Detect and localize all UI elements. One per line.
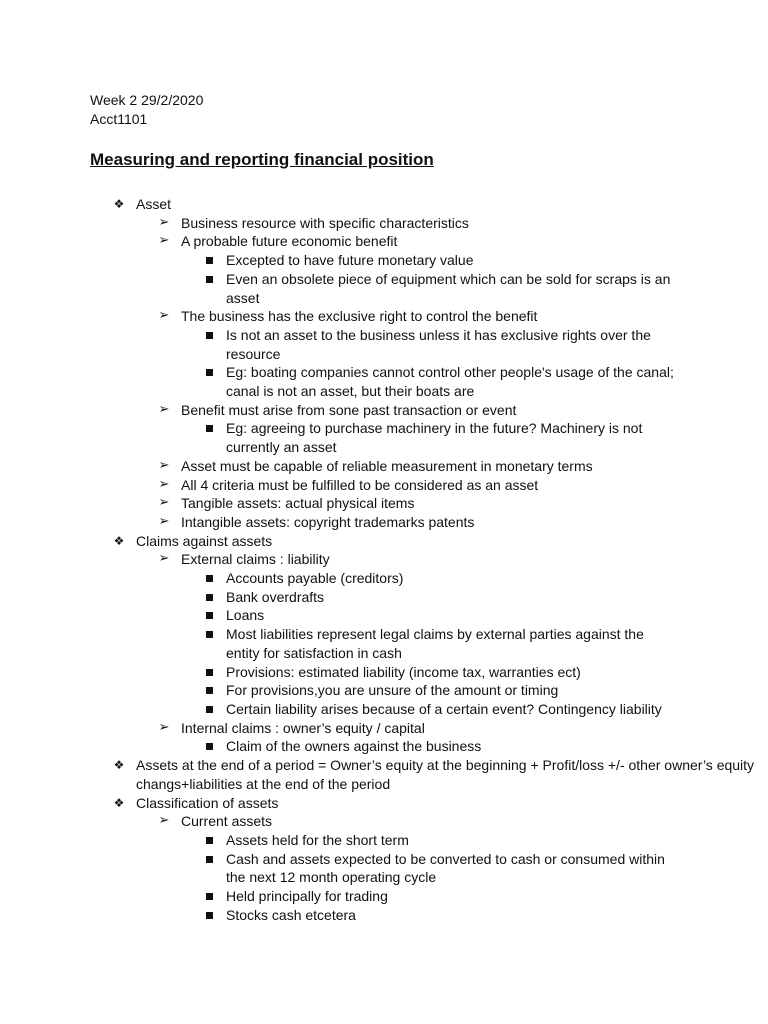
outline-item-level-3 — [0, 588, 676, 607]
arrow-bullet-icon: ➢ — [158, 214, 170, 230]
outline-item-text: Classification of assets — [136, 794, 279, 811]
diamond-bullet-icon: ❖ — [113, 533, 125, 548]
outline-item-level-2 — [0, 307, 768, 326]
outline-item-level-3 — [0, 850, 676, 887]
outline-item-text: Eg: boating companies cannot control other people's usage of the canal; canal is not an asset, but their boats are — [226, 364, 674, 400]
outline-item-text: Stocks cash etcetera — [226, 906, 356, 923]
outline-item-level-2 — [0, 513, 768, 532]
outline-item-text: Excepted to have future monetary value — [226, 252, 474, 269]
outline-item-text: Intangible assets: copyright trademarks patents — [181, 513, 475, 530]
arrow-bullet-icon: ➢ — [158, 308, 170, 324]
outline-item-text: Assets held for the short term — [226, 831, 409, 848]
outline-item-level-3 — [0, 326, 676, 363]
outline-item-level-2 — [0, 719, 768, 738]
notes-outline — [0, 195, 768, 924]
outline-item-text: Held principally for trading — [226, 888, 388, 905]
diamond-bullet-icon: ❖ — [113, 758, 125, 773]
outline-item-text: Claims against assets — [136, 532, 273, 549]
outline-item-level-2 — [0, 214, 768, 233]
outline-item-level-3 — [0, 363, 676, 400]
outline-item-level-2 — [0, 476, 768, 495]
arrow-bullet-icon: ➢ — [158, 813, 170, 829]
outline-item-level-1 — [0, 532, 768, 551]
arrow-bullet-icon: ➢ — [158, 551, 170, 567]
outline-item-text: The business has the exclusive right to control the benefit — [181, 308, 538, 325]
outline-item-level-3 — [0, 625, 676, 662]
outline-item-level-3 — [0, 681, 676, 700]
arrow-bullet-icon: ➢ — [158, 457, 170, 473]
arrow-bullet-icon: ➢ — [158, 233, 170, 249]
outline-item-text: A probable future economic benefit — [181, 233, 398, 250]
outline-item-level-2 — [0, 401, 768, 420]
outline-item-text: Accounts payable (creditors) — [226, 570, 404, 587]
outline-item-level-1 — [0, 794, 768, 813]
outline-item-text: Even an obsolete piece of equipment which can be sold for scraps is an asset — [226, 270, 671, 306]
outline-item-text: Most liabilities represent legal claims by external parties against the entity for satisfaction in cash — [226, 626, 644, 661]
arrow-bullet-icon: ➢ — [158, 495, 170, 511]
outline-item-text: Asset must be capable of reliable measurement in monetary terms — [181, 457, 593, 474]
square-bullet-icon — [202, 251, 216, 270]
square-bullet-icon — [202, 363, 216, 382]
square-bullet-icon — [202, 887, 216, 906]
outline-item-level-3 — [0, 906, 676, 925]
outline-item-text: Eg: agreeing to purchase machinery in the future? Machinery is not currently an asset — [226, 420, 643, 456]
outline-item-text: Assets at the end of a period = Owner’s equity at the beginning + Profit/loss +/- other owner’s equity changs+liabilities at the end of the period — [136, 757, 755, 792]
outline-item-level-3 — [0, 700, 676, 719]
course-code: Acct1101 — [90, 111, 148, 127]
outline-item-level-3 — [0, 887, 676, 906]
arrow-bullet-icon: ➢ — [158, 401, 170, 417]
outline-item-text: Is not an asset to the business unless it has exclusive rights over the resource — [226, 326, 651, 362]
square-bullet-icon — [202, 906, 216, 925]
square-bullet-icon — [202, 850, 216, 869]
outline-item-level-3 — [0, 831, 676, 850]
outline-item-text: Bank overdrafts — [226, 588, 325, 605]
outline-item-text: Cash and assets expected to be converted to cash or consumed within the next 12 month operating cycle — [226, 850, 665, 886]
outline-item-level-2 — [0, 812, 768, 831]
square-bullet-icon — [202, 588, 216, 607]
outline-item-text: All 4 criteria must be fulfilled to be considered as an asset — [181, 476, 539, 493]
square-bullet-icon — [202, 663, 216, 682]
outline-item-level-2 — [0, 494, 768, 513]
document-title: Measuring and reporting financial position — [90, 150, 434, 169]
outline-item-text: Tangible assets: actual physical items — [181, 495, 415, 512]
outline-item-text: Internal claims : owner’s equity / capital — [181, 719, 425, 736]
outline-item-level-1 — [0, 195, 768, 214]
outline-item-level-3 — [0, 606, 676, 625]
outline-item-text: Asset — [136, 196, 172, 212]
square-bullet-icon — [202, 270, 216, 289]
outline-item-text: Loans — [226, 607, 265, 624]
square-bullet-icon — [202, 737, 216, 756]
week-date-line: Week 2 29/2/2020 — [90, 92, 204, 108]
outline-item-text: External claims : liability — [181, 551, 330, 568]
outline-item-level-3 — [0, 737, 676, 756]
square-bullet-icon — [202, 606, 216, 625]
outline-item-level-3 — [0, 270, 676, 307]
square-bullet-icon — [202, 326, 216, 345]
outline-item-text: Business resource with specific characteristics — [181, 214, 469, 231]
arrow-bullet-icon: ➢ — [158, 476, 170, 492]
outline-item-level-1 — [0, 756, 768, 793]
square-bullet-icon — [202, 625, 216, 644]
arrow-bullet-icon: ➢ — [158, 513, 170, 529]
square-bullet-icon — [202, 569, 216, 588]
diamond-bullet-icon: ❖ — [113, 197, 125, 211]
outline-item-text: Claim of the owners against the business — [226, 738, 482, 755]
square-bullet-icon — [202, 681, 216, 700]
diamond-bullet-icon: ❖ — [113, 795, 125, 810]
document-header — [90, 91, 203, 129]
outline-item-text: For provisions,you are unsure of the amount or timing — [226, 682, 559, 699]
square-bullet-icon — [202, 419, 216, 438]
outline-item-text: Benefit must arise from sone past transaction or event — [181, 401, 517, 418]
square-bullet-icon — [202, 700, 216, 719]
outline-item-text: Current assets — [181, 813, 273, 830]
arrow-bullet-icon: ➢ — [158, 719, 170, 735]
outline-item-level-2 — [0, 550, 768, 569]
outline-item-text: Certain liability arises because of a certain event? Contingency liability — [226, 700, 662, 717]
outline-item-level-3 — [0, 251, 676, 270]
outline-item-level-3 — [0, 663, 676, 682]
square-bullet-icon — [202, 831, 216, 850]
outline-item-text: Provisions: estimated liability (income tax, warranties ect) — [226, 663, 581, 680]
outline-item-level-2 — [0, 232, 768, 251]
outline-item-level-2 — [0, 457, 768, 476]
outline-item-level-3 — [0, 419, 676, 456]
outline-item-level-3 — [0, 569, 676, 588]
